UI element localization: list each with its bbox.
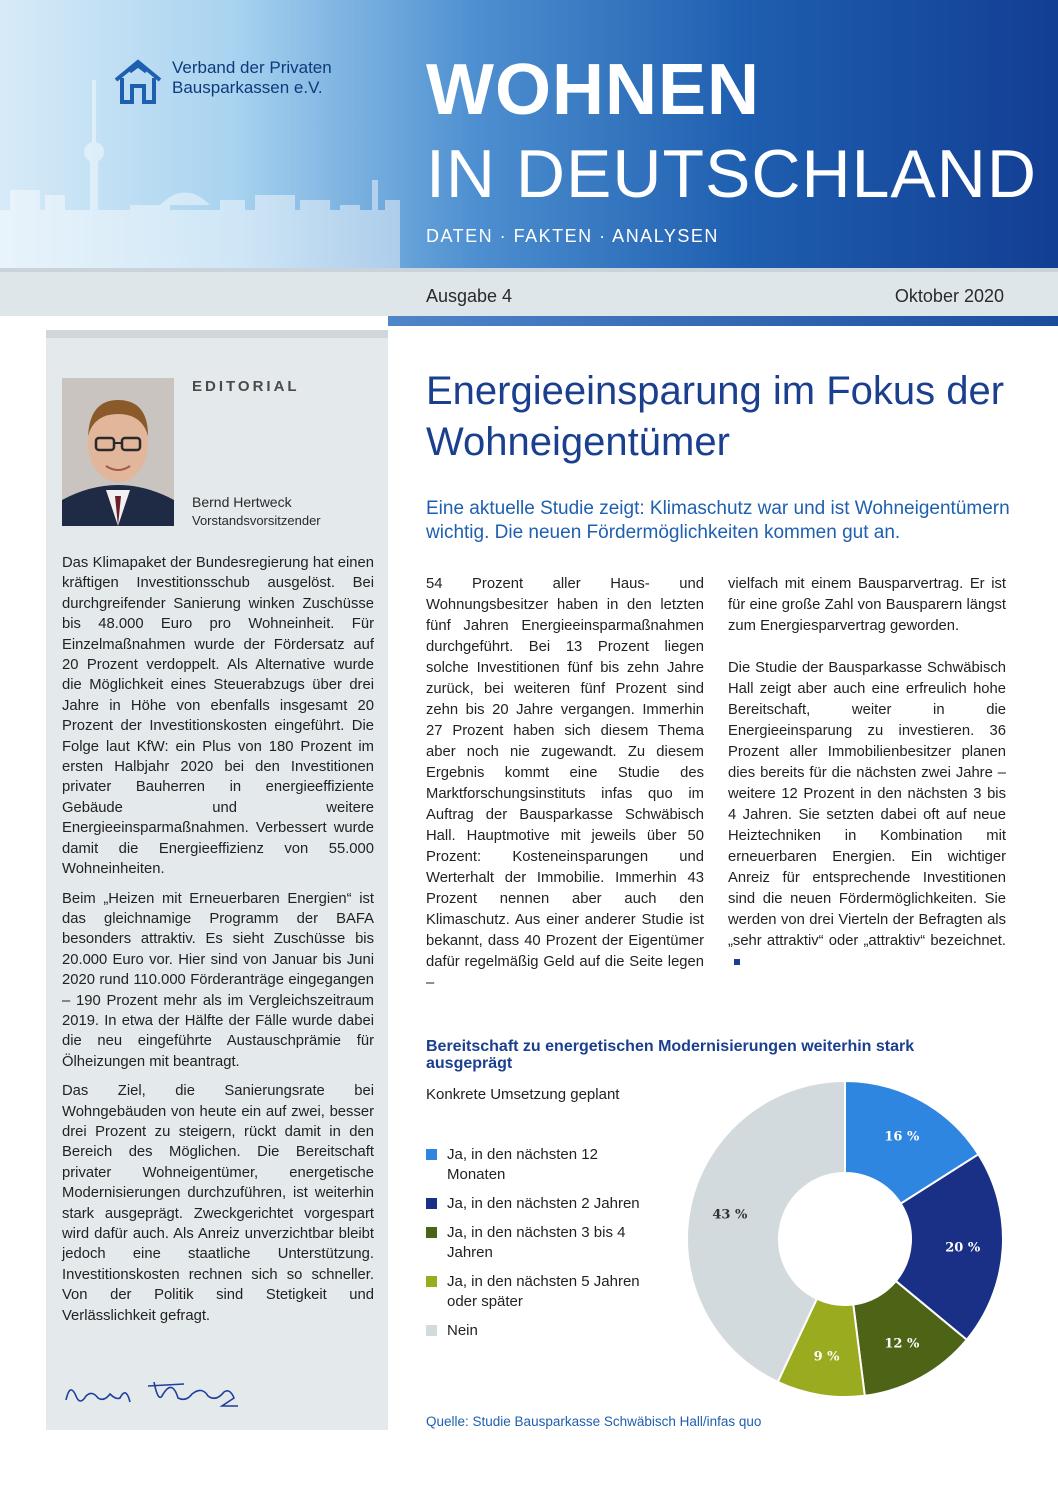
author-photo (62, 378, 174, 526)
title-line2: IN DEUTSCHLAND (426, 136, 1037, 212)
signature-graphic (62, 1372, 242, 1412)
legend-label: Ja, in den nächsten 12 Monaten (447, 1146, 598, 1183)
slice-value-label: 12 % (884, 1336, 920, 1352)
donut-chart (680, 1078, 1010, 1400)
sidebar-top-shade (46, 330, 388, 338)
legend-label: Ja, in den nächsten 2 Jahren (447, 1195, 640, 1212)
article-lead: Eine aktuelle Studie zeigt: Klimaschutz war und ist Wohneigentümern wichtig. Die neuen Fördermöglichkeiten kommen gut an. (426, 498, 1010, 543)
accent-stripe (388, 316, 1058, 326)
org-name-line2: Bausparkassen e.V. (172, 78, 323, 97)
article-paragraph-text: Die Studie der Bausparkasse Schwäbisch Hall zeigt aber auch eine erfreulich hohe Bereitschaft, weiter in die Energieeinsparung zu investieren. 36 Prozent aller Immobilienbesitzer planen dies bereits für die nächsten zwei Jahre – weitere 12 Prozent in den nächsten 3 bis 4 Jahren. Sie setzten dabei oft auf neue Heiztechniken in Kombination mit erneuerbaren Energien. Ein wichtiger Anreiz für entsprechende Investitionen sind die neuen Fördermöglichkeiten. Sie werden von drei Vierteln der Befragten als „sehr attraktiv“ oder „attraktiv“ bezeichnet. (728, 660, 1006, 949)
editorial-paragraph: Das Klimapaket der Bundesregierung hat einen kräftigen Investitionsschub ausgelöst. Bei durchgreifender Sanierung winken Zuschüsse bis 48.000 Euro pro Wohneinheit. Für Einzelmaßnahmen wurde der Fördersatz auf 20 Prozent verdoppelt. Als Alternative wurde die Möglichkeit eines Steuerabzugs über drei Jahre in Höhe von ebenfalls insgesamt 20 Prozent der Investitionskosten eingeführt. Die Folge laut KfW: ein Plus von 180 Prozent im ersten Halbjahr 2020 bei den Investitionen privater Bauherren in energieeffiziente Gebäude und weitere Energieeinsparmaßnahmen. Verbessert wurde damit die Energieeffizienz von 55.000 Wohneinheiten. (62, 555, 374, 878)
masthead (0, 0, 1058, 268)
slice-value-label: 9 % (813, 1349, 840, 1365)
legend-swatch (426, 1227, 437, 1238)
editorial-paragraph: Beim „Heizen mit Erneuerbaren Energien“ ist das gleichnamige Programm der BAFA besonders attraktiv. Es sieht Zuschüsse bis 20.000 Euro vor. Hier sind von Januar bis Juni 2020 rund 110.000 Förderanträge eingegangen – 190 Prozent mehr als im Vergleichszeitraum 2019. In etwa der Hälfte der Fälle wurde dabei die neu eingeführte Austauschprämie für Ölheizungen mit beantragt. (62, 890, 374, 1070)
author-name: Bernd Hertweck (192, 494, 292, 510)
legend-item (426, 1223, 686, 1263)
legend-swatch (426, 1149, 437, 1160)
article-headline: Energieeinsparung im Fokus der Wohneigentümer (426, 369, 1005, 464)
legend-item (426, 1145, 686, 1185)
masthead-subtitle: DATEN · FAKTEN · ANALYSEN (426, 226, 719, 246)
legend-swatch (426, 1198, 437, 1209)
chart-legend (426, 1145, 686, 1350)
legend-item (426, 1194, 686, 1214)
legend-swatch (426, 1276, 437, 1287)
article-paragraph: vielfach mit einem Bausparvertrag. Er ist für eine große Zahl von Bausparern längst zum Energiesparvertrag geworden. (728, 576, 1006, 634)
editorial-text (62, 553, 374, 1335)
article-paragraph: 54 Prozent aller Haus- und Wohnungsbesitzer haben in den letzten fünf Jahren Energieeinsparmaßnahmen durchgeführt. Bei 13 Prozent liegen solche Investitionen fünf bis zehn Jahre zurück, bei weiteren fünf Prozent sind zehn bis 20 Jahre vergangen. Immerhin 27 Prozent haben sich diesem Thema aber noch nie zugewandt. Zu diesem Ergebnis kommt eine Studie des Marktforschungsinstituts infas quo im Auftrag der Bausparkasse Schwäbisch Hall. Hauptmotive mit jeweils über 50 Prozent: Kosteneinsparungen und Werterhalt der Immobilie. Immerhin 43 Prozent nennen aber auch den Klimaschutz. Aus einer anderer Studie ist bekannt, dass 40 Prozent der Eigentümer dafür regelmäßig Geld auf die Seite legen – (426, 576, 704, 991)
org-logo (112, 58, 332, 106)
issue-band (0, 268, 1058, 316)
city-skyline-graphic (0, 0, 400, 268)
house-logo-icon (112, 58, 164, 106)
article-column-2 (728, 574, 1006, 994)
issue-number: Ausgabe 4 (426, 286, 513, 306)
legend-swatch (426, 1325, 437, 1336)
editorial-label: EDITORIAL (192, 378, 300, 395)
legend-item (426, 1321, 686, 1341)
slice-value-label: 43 % (712, 1207, 748, 1223)
legend-label: Ja, in den nächsten 3 bis 4 Jahren (447, 1224, 626, 1261)
editorial-paragraph: Das Ziel, die Sanierungsrate bei Wohngebäuden von heute ein auf zwei, besser drei Prozent zu steigern, rückt damit in den Bereich des Möglichen. Die Bereitschaft privater Wohneigentümer, energetische Modernisierungen durchzuführen, ist weiterhin stark ausgeprägt. Zweckgerichtet vorgespart wird dafür auch. Als Anreiz unverzichtbar bleibt jedoch eine staatliche Unterstützung. Investitionskosten rechnen sich so schneller. Von der Politik sind Stetigkeit und Verlässlichkeit gefragt. (62, 1083, 374, 1324)
org-name-line1: Verband der Privaten (172, 58, 332, 77)
legend-label: Nein (447, 1322, 478, 1339)
title-line1: WOHNEN (426, 50, 760, 130)
chart-subtitle: Konkrete Umsetzung geplant (426, 1086, 620, 1103)
slice-value-label: 16 % (884, 1129, 920, 1145)
legend-item (426, 1272, 686, 1312)
end-of-article-mark (734, 959, 740, 965)
chart-title: Bereitschaft zu energetischen Modernisierungen weiterhin stark ausgeprägt (426, 1038, 915, 1072)
legend-label: Ja, in den nächsten 5 Jahren oder später (447, 1273, 640, 1310)
portrait-graphic (62, 378, 174, 526)
article-paragraph-last (728, 658, 1006, 973)
issue-date: Oktober 2020 (894, 286, 1004, 306)
slice-value-label: 20 % (945, 1240, 981, 1256)
chart-source: Quelle: Studie Bausparkasse Schwäbisch Hall/infas quo (426, 1414, 762, 1429)
author-role: Vorstandsvorsitzender (192, 513, 321, 528)
article-column-1 (426, 574, 704, 1015)
